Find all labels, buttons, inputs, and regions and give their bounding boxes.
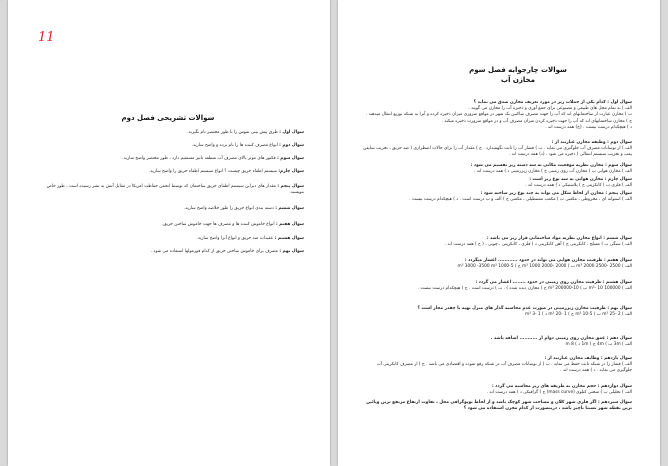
mcq-3: سوال سوم : مخازن نظریه موقعیت مکانی به سه دسته زیر تقسیم می شود : الف ) مخازن هوایی ب ) مخازن آب روی زمینی ج ) مخازن زیرزمینی د ) همه درست اند . — [470, 163, 632, 175]
mcq-8: سوال هشتم : ظرفیت مخازن روی زمینی در حدود ........ اعشار می گردد : الف ) 100000 m³- 10 ب ) 10-200000 m³ ج ) مخازن دیده شده ) . ب ) درست است . ج ) هیچکدام درست نیست . — [417, 280, 632, 292]
mcq-2: سوال دوم : وظیفه مخازن عبارتند از : الف ) از نوسانات مصرف آب جلوگیری می نماید . ب ) فشار آب را ثابت نگهمیدارد . ج ) مقدار آب را برای حالات اضطراری ( ضد حریق ، تخریب سایفن پمپ و تخریب سیستم انتقالی ) ذخیره می شود . (د) همه درست اند . — [363, 140, 632, 158]
mcq-1: سوال اول : کدام یکی از جملات زیر در مورد تعریف مخازن صدق می نماید ؟ الف ) به تمام محل های طبیعی و مصنوعی برای جمع آوری و ذخیره آب را مخازن می گویند . ب ) مخازن عبارت از ساختمانهای اند که آب را جهت مصرف ساکنین یک شهر در مواقع ضروری میزان ذخیره کرده و آنرا به شبکه توزیع انتقال میدهند . ج ) مخازن ساختمانهای اند که آب را جهت ذخیره کردن میزان مصرف آب و در مواقع ضرورت ذخیره میکند . د ) هیچکدام درست نیست . (ج) همه درست اند . — [365, 100, 632, 130]
mcq-4: سوال چارم : مخازن هوایی به سه نوع زیر است : الف ) فلزی ب ) کانکریتی ج ) پلاستیکی د ) همه درست اند . — [525, 177, 632, 189]
mcq-12: سوال دوازدهم : حجم مخازن به طریقه های زیر محاسبه می گردد : الف ) تحلیلی ب ) منحنی کتلوی (mass curve) ج ) گرافیکی د ) همه درست اند . — [486, 384, 632, 396]
mcq-6: سوال ششم : انواع مخازن نظریه مواد ساختمانی قرار زیر می باشد : الف ) سنگی ب ) مسلح ، کانکریتی ج ) آهن کانکریتی د ) فلزی ، کانکریتی ، چوبی ، ( ج ) همه درست اند . — [444, 236, 632, 248]
page2-subtitle: مخازن آب — [501, 76, 535, 84]
mcq-10: سوال دهم : عمق مخازن روی زمینی دوام از ........... اضافه باشد . الف ) 3m ب ) 4m ج ) 1m د ) 8 m — [490, 336, 632, 348]
question-8: سوال هشتم : عقیدات ضد حریق و انواع آنرا واضح سازید. — [196, 236, 304, 241]
question-5: سوال پنجم : مقدار های دیزاین سیستم اطفای حریق ساختمان که توسط انجمن حفاظت امریکا در مقابل آتش به نشر رسیده است ، طور خاص بنویسید. — [46, 184, 304, 196]
handwritten-page-mark: 11 — [38, 30, 55, 45]
question-9: سوال نهم : مصرف برای خاموش ساختن حریق از کدام فورمولها استفاده می شود . — [150, 249, 304, 254]
question-7: سوال هفتم : انواع خاموش کننده ها و مصرف ها جهت خاموش ساختن حریق. — [161, 222, 304, 227]
question-6: سوال ششم : دسته بندی انواع حریق را طور خلاصه واضح سازید. — [183, 206, 304, 211]
mcq-13: سوال سیزدهم : اگر فلزی شهر کلان و مساحت شهر کوچک باشد و از لحاظ توپوگرافی محل ، تفاوت ارتفاع مرتفع ترین وپائین ترین نقطه شهر نسبتا ناچیز باشد ، درینصورت از کدام مخزن استفاده می شود ؟ — [366, 400, 632, 412]
question-1: سوال اول : طرق پیش بینی نفوس را با طور مختصر نام بگیرید. — [187, 130, 304, 135]
question-2: سوال دوم : انواع مصرف کننده ها را نام برده و واضح سازید. — [191, 143, 304, 148]
right-document-page — [338, 0, 660, 466]
mcq-11: سوال یازدهم : وظایف مخازن عبارتند از : الف ) فشار را در شبکه ثابت حفظ می نماید . ب ) از نوسانات مصرف آب در شبکه رفع نموده و اقتصادی می باشد . ج ) از مصرف کانکریتی آب جلوگیری می نماید . د ) همه درست اند . — [376, 356, 632, 374]
mcq-9: سوال نهم : ظرفیت مخازن زیرزمینی در صورت عدم محاسبه گذار های منزل تهیه تا چقدر مجاز است ؟ الف ) 2 -25 m³ ب ) 5-10 m³ ج ) 1 -20 m³ د ) 1 -3 m³ — [417, 306, 632, 318]
page1-title: سوالات تشریحی فصل دوم — [121, 114, 215, 122]
left-document-page — [8, 0, 330, 466]
mcq-5: سوال پنجم : مخازن از لحاظ شکل می تواند به چند نوع زیر ساخته شود : الف ) استوانه ای ، مخروطی ، مکعبی ب ) مکعب مستطیلی ، مکعبی ج ) الف و ب درست است . د ) هیچکدام درست نیست . — [409, 191, 632, 203]
question-3: سوال سوم : فکتور های موثر بالای مصرف آب منطقه تاثیر مستقیم دارد ، طور مختصر واضح سازید. — [122, 156, 304, 161]
question-4: سوال چارم: سیستم اطفاء حریق چیست ؟ انواع سیستم اطفاء حریق را واضح سازید. — [148, 169, 304, 174]
page2-title: سوالات چارجوابه فصل سوم — [469, 66, 567, 74]
mcq-7: سوال هفتم : ظرفیت مخازن هوایی می تواند در حدود ............ اعشار میگردد : الف ) 2500 -2500 m³ 2000 ب ) 2000 -2000 m³ 1000 ج ) 5-1000 m³ 3000 -3500 m³ — [457, 258, 632, 270]
